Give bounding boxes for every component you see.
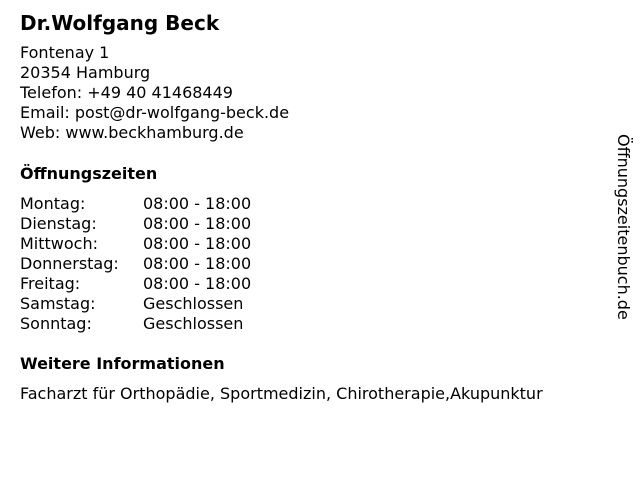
hours-row-tuesday <box>20 214 320 234</box>
hours-day: Montag: <box>20 194 86 213</box>
hours-time: Geschlossen <box>143 294 244 313</box>
hours-time: Geschlossen <box>143 314 244 333</box>
opening-hours-list <box>20 194 320 334</box>
hours-row-monday <box>20 194 320 214</box>
email-line: Email: post@dr-wolfgang-beck.de <box>20 103 290 122</box>
hours-time: 08:00 - 18:00 <box>143 214 252 233</box>
business-name: Dr.Wolfgang Beck <box>20 11 220 35</box>
more-info-text: Facharzt für Orthopädie, Sportmedizin, Chirotherapie,Akupunktur <box>20 384 543 403</box>
hours-time: 08:00 - 18:00 <box>143 194 252 213</box>
hours-day: Samstag: <box>20 294 96 313</box>
hours-day: Sonntag: <box>20 314 92 333</box>
hours-time: 08:00 - 18:00 <box>143 254 252 273</box>
web-line: Web: www.beckhamburg.de <box>20 123 244 142</box>
hours-time: 08:00 - 18:00 <box>143 234 252 253</box>
hours-row-saturday <box>20 294 320 314</box>
hours-row-wednesday <box>20 234 320 254</box>
phone-line: Telefon: +49 40 41468449 <box>20 83 233 102</box>
hours-day: Donnerstag: <box>20 254 119 273</box>
hours-time: 08:00 - 18:00 <box>143 274 252 293</box>
opening-hours-heading: Öffnungszeiten <box>20 164 158 183</box>
watermark-text: Öffnungszeitenbuch.de <box>614 134 633 320</box>
hours-day: Mittwoch: <box>20 234 98 253</box>
hours-row-friday <box>20 274 320 294</box>
hours-day: Freitag: <box>20 274 81 293</box>
street-line: Fontenay 1 <box>20 43 110 62</box>
watermark-label <box>613 134 633 364</box>
hours-row-sunday <box>20 314 320 334</box>
address-block <box>20 43 289 143</box>
city-line: 20354 Hamburg <box>20 63 151 82</box>
more-info-heading: Weitere Informationen <box>20 354 225 373</box>
hours-row-thursday <box>20 254 320 274</box>
hours-day: Dienstag: <box>20 214 97 233</box>
